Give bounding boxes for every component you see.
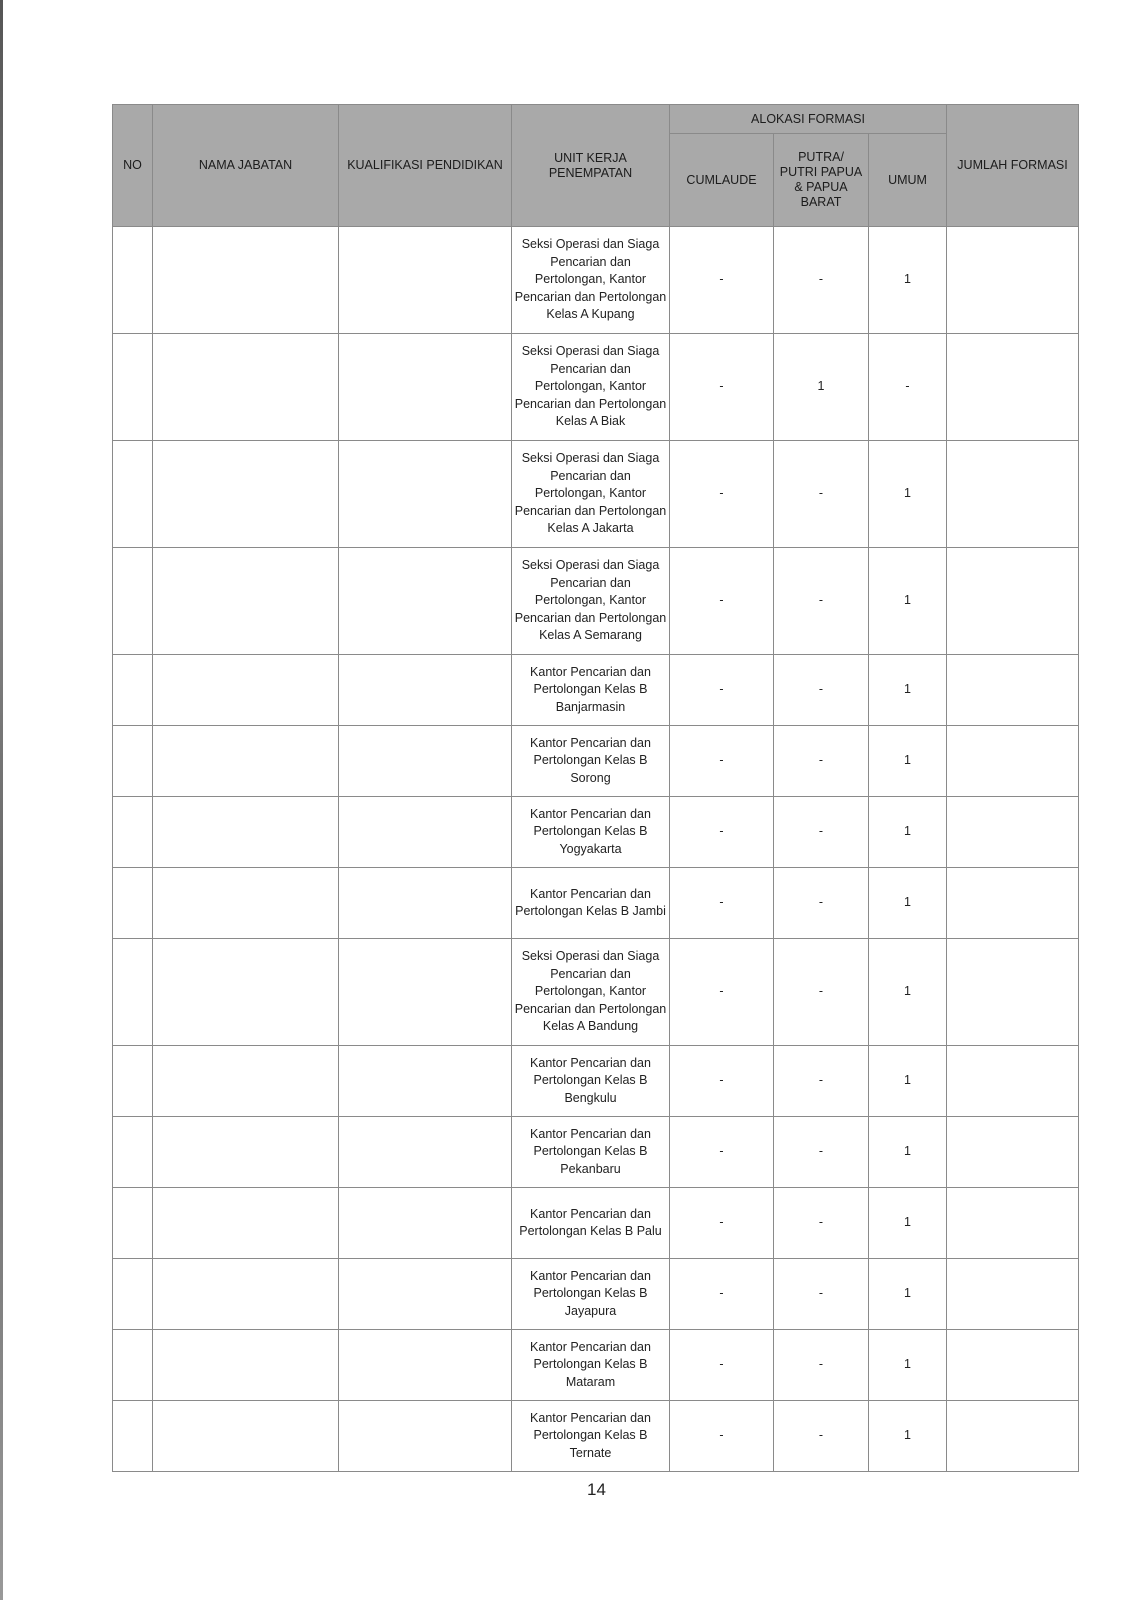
cell-umum: 1 — [869, 726, 947, 797]
cell-umum: - — [869, 334, 947, 441]
cell-putra-putri-papua: - — [774, 939, 869, 1046]
header-jumlah-formasi: JUMLAH FORMASI — [947, 105, 1079, 227]
cell-no — [113, 1259, 153, 1330]
cell-unit-kerja: Seksi Operasi dan Siaga Pencarian dan Pertolongan, Kantor Pencarian dan Pertolongan Kelas A Jakarta — [512, 441, 670, 548]
cell-no — [113, 797, 153, 868]
table-body — [113, 227, 1079, 1472]
cell-cumlaude: - — [670, 797, 774, 868]
table-row — [113, 655, 1079, 726]
cell-kualifikasi-pendidikan — [339, 797, 512, 868]
cell-cumlaude: - — [670, 548, 774, 655]
cell-jumlah-formasi — [947, 1330, 1079, 1401]
cell-kualifikasi-pendidikan — [339, 1330, 512, 1401]
cell-jumlah-formasi — [947, 868, 1079, 939]
scan-edge — [0, 0, 3, 1600]
cell-jumlah-formasi — [947, 1117, 1079, 1188]
cell-no — [113, 1330, 153, 1401]
cell-kualifikasi-pendidikan — [339, 726, 512, 797]
cell-unit-kerja: Kantor Pencarian dan Pertolongan Kelas B Sorong — [512, 726, 670, 797]
cell-unit-kerja: Kantor Pencarian dan Pertolongan Kelas B Mataram — [512, 1330, 670, 1401]
cell-unit-kerja: Seksi Operasi dan Siaga Pencarian dan Pertolongan, Kantor Pencarian dan Pertolongan Kelas A Biak — [512, 334, 670, 441]
cell-unit-kerja: Kantor Pencarian dan Pertolongan Kelas B Jayapura — [512, 1259, 670, 1330]
header-umum: UMUM — [869, 134, 947, 227]
cell-kualifikasi-pendidikan — [339, 939, 512, 1046]
cell-jumlah-formasi — [947, 548, 1079, 655]
cell-no — [113, 726, 153, 797]
cell-no — [113, 1188, 153, 1259]
cell-kualifikasi-pendidikan — [339, 1046, 512, 1117]
cell-umum: 1 — [869, 868, 947, 939]
cell-umum: 1 — [869, 441, 947, 548]
cell-putra-putri-papua: - — [774, 227, 869, 334]
cell-unit-kerja: Seksi Operasi dan Siaga Pencarian dan Pertolongan, Kantor Pencarian dan Pertolongan Kelas A Semarang — [512, 548, 670, 655]
cell-cumlaude: - — [670, 655, 774, 726]
cell-no — [113, 939, 153, 1046]
cell-cumlaude: - — [670, 868, 774, 939]
cell-nama-jabatan — [153, 797, 339, 868]
cell-nama-jabatan — [153, 868, 339, 939]
header-nama-jabatan: NAMA JABATAN — [153, 105, 339, 227]
cell-unit-kerja: Kantor Pencarian dan Pertolongan Kelas B Banjarmasin — [512, 655, 670, 726]
header-alokasi-formasi: ALOKASI FORMASI — [670, 105, 947, 134]
cell-no — [113, 548, 153, 655]
cell-kualifikasi-pendidikan — [339, 441, 512, 548]
cell-putra-putri-papua: - — [774, 797, 869, 868]
cell-umum: 1 — [869, 939, 947, 1046]
header-unit-kerja-penempatan: UNIT KERJA PENEMPATAN — [512, 105, 670, 227]
page-number: 14 — [587, 1480, 606, 1499]
cell-unit-kerja: Kantor Pencarian dan Pertolongan Kelas B Ternate — [512, 1401, 670, 1472]
cell-no — [113, 227, 153, 334]
cell-jumlah-formasi — [947, 441, 1079, 548]
cell-umum: 1 — [869, 227, 947, 334]
table-row — [113, 797, 1079, 868]
cell-cumlaude: - — [670, 334, 774, 441]
cell-no — [113, 441, 153, 548]
cell-jumlah-formasi — [947, 1046, 1079, 1117]
cell-jumlah-formasi — [947, 334, 1079, 441]
cell-jumlah-formasi — [947, 939, 1079, 1046]
table-row — [113, 1401, 1079, 1472]
cell-kualifikasi-pendidikan — [339, 548, 512, 655]
cell-cumlaude: - — [670, 726, 774, 797]
cell-nama-jabatan — [153, 939, 339, 1046]
header-no: NO — [113, 105, 153, 227]
cell-kualifikasi-pendidikan — [339, 334, 512, 441]
cell-umum: 1 — [869, 1330, 947, 1401]
table-row — [113, 548, 1079, 655]
header-kualifikasi-pendidikan: KUALIFIKASI PENDIDIKAN — [339, 105, 512, 227]
cell-nama-jabatan — [153, 1046, 339, 1117]
cell-putra-putri-papua: - — [774, 1188, 869, 1259]
cell-jumlah-formasi — [947, 655, 1079, 726]
cell-cumlaude: - — [670, 1259, 774, 1330]
cell-umum: 1 — [869, 655, 947, 726]
cell-jumlah-formasi — [947, 1401, 1079, 1472]
cell-unit-kerja: Seksi Operasi dan Siaga Pencarian dan Pertolongan, Kantor Pencarian dan Pertolongan Kelas A Bandung — [512, 939, 670, 1046]
cell-no — [113, 655, 153, 726]
cell-nama-jabatan — [153, 548, 339, 655]
cell-jumlah-formasi — [947, 1259, 1079, 1330]
cell-cumlaude: - — [670, 1401, 774, 1472]
cell-kualifikasi-pendidikan — [339, 1401, 512, 1472]
table-row — [113, 334, 1079, 441]
cell-cumlaude: - — [670, 1330, 774, 1401]
cell-no — [113, 1117, 153, 1188]
cell-putra-putri-papua: 1 — [774, 334, 869, 441]
cell-cumlaude: - — [670, 1046, 774, 1117]
cell-umum: 1 — [869, 1046, 947, 1117]
table-row — [113, 939, 1079, 1046]
cell-unit-kerja: Kantor Pencarian dan Pertolongan Kelas B Pekanbaru — [512, 1117, 670, 1188]
cell-cumlaude: - — [670, 1117, 774, 1188]
cell-nama-jabatan — [153, 1401, 339, 1472]
cell-putra-putri-papua: - — [774, 1401, 869, 1472]
table-row — [113, 227, 1079, 334]
cell-cumlaude: - — [670, 1188, 774, 1259]
cell-cumlaude: - — [670, 441, 774, 548]
cell-putra-putri-papua: - — [774, 1259, 869, 1330]
cell-cumlaude: - — [670, 939, 774, 1046]
cell-umum: 1 — [869, 797, 947, 868]
cell-putra-putri-papua: - — [774, 1117, 869, 1188]
cell-putra-putri-papua: - — [774, 868, 869, 939]
cell-unit-kerja: Seksi Operasi dan Siaga Pencarian dan Pertolongan, Kantor Pencarian dan Pertolongan Kelas A Kupang — [512, 227, 670, 334]
table-row — [113, 868, 1079, 939]
cell-nama-jabatan — [153, 1188, 339, 1259]
cell-nama-jabatan — [153, 334, 339, 441]
cell-nama-jabatan — [153, 1330, 339, 1401]
cell-nama-jabatan — [153, 1117, 339, 1188]
cell-nama-jabatan — [153, 655, 339, 726]
cell-putra-putri-papua: - — [774, 1046, 869, 1117]
cell-jumlah-formasi — [947, 1188, 1079, 1259]
cell-umum: 1 — [869, 1117, 947, 1188]
cell-kualifikasi-pendidikan — [339, 1188, 512, 1259]
cell-nama-jabatan — [153, 1259, 339, 1330]
cell-no — [113, 868, 153, 939]
formasi-table — [112, 104, 1079, 1472]
cell-putra-putri-papua: - — [774, 1330, 869, 1401]
cell-unit-kerja: Kantor Pencarian dan Pertolongan Kelas B Palu — [512, 1188, 670, 1259]
cell-putra-putri-papua: - — [774, 655, 869, 726]
cell-no — [113, 1401, 153, 1472]
cell-jumlah-formasi — [947, 227, 1079, 334]
table-row — [113, 441, 1079, 548]
header-cumlaude: CUMLAUDE — [670, 134, 774, 227]
cell-nama-jabatan — [153, 227, 339, 334]
cell-cumlaude: - — [670, 227, 774, 334]
cell-umum: 1 — [869, 1259, 947, 1330]
cell-nama-jabatan — [153, 441, 339, 548]
table-row — [113, 726, 1079, 797]
cell-umum: 1 — [869, 1188, 947, 1259]
cell-kualifikasi-pendidikan — [339, 1259, 512, 1330]
cell-unit-kerja: Kantor Pencarian dan Pertolongan Kelas B Bengkulu — [512, 1046, 670, 1117]
table-row — [113, 1046, 1079, 1117]
table-row — [113, 1330, 1079, 1401]
cell-kualifikasi-pendidikan — [339, 655, 512, 726]
cell-putra-putri-papua: - — [774, 726, 869, 797]
cell-kualifikasi-pendidikan — [339, 1117, 512, 1188]
cell-umum: 1 — [869, 548, 947, 655]
cell-kualifikasi-pendidikan — [339, 227, 512, 334]
cell-jumlah-formasi — [947, 797, 1079, 868]
cell-kualifikasi-pendidikan — [339, 868, 512, 939]
cell-unit-kerja: Kantor Pencarian dan Pertolongan Kelas B Jambi — [512, 868, 670, 939]
table-row — [113, 1188, 1079, 1259]
cell-umum: 1 — [869, 1401, 947, 1472]
cell-nama-jabatan — [153, 726, 339, 797]
table-row — [113, 1117, 1079, 1188]
cell-unit-kerja: Kantor Pencarian dan Pertolongan Kelas B Yogyakarta — [512, 797, 670, 868]
cell-putra-putri-papua: - — [774, 548, 869, 655]
header-putra-putri-papua: PUTRA/ PUTRI PAPUA & PAPUA BARAT — [774, 134, 869, 227]
cell-putra-putri-papua: - — [774, 441, 869, 548]
cell-no — [113, 334, 153, 441]
cell-jumlah-formasi — [947, 726, 1079, 797]
cell-no — [113, 1046, 153, 1117]
table-row — [113, 1259, 1079, 1330]
